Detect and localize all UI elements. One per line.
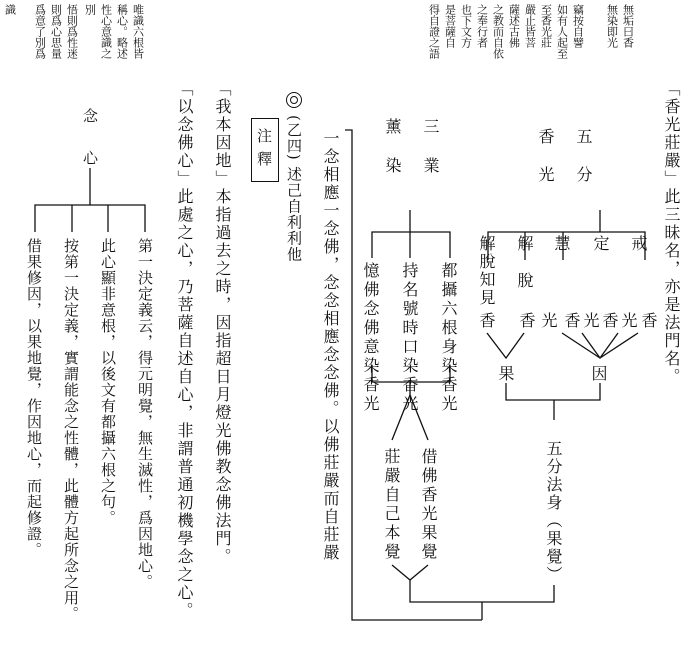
main-text-col1: 「香光莊嚴」此三昧名，亦是法門名。 (662, 80, 681, 386)
section-heading: (乙四) 述己自利利他 (285, 115, 303, 263)
footnote-6: 嚴止皆菩 (523, 4, 537, 48)
incense-jie: 戒 (629, 235, 648, 253)
light-2: 光 (619, 312, 638, 330)
footnote-9: 之奉行者 (475, 4, 489, 48)
diagram-title-xiang: 香 (536, 128, 555, 146)
xin-item-4: 借果修因，以果地覺，作因地心，而起修證。 (25, 238, 43, 558)
light-5: 香 (562, 312, 581, 330)
footnote-3: 竊按自譬 (571, 4, 585, 48)
karma-speech: 持名號時口染香光 (400, 262, 419, 414)
light-8: 香 (477, 312, 496, 330)
footnote-10: 也下文方 (459, 4, 473, 48)
section-marker-icon (286, 92, 302, 108)
footnote-1: 無垢曰香 (621, 4, 635, 48)
incense-jie2: 解 (515, 235, 534, 253)
incense-ding: 定 (591, 235, 610, 253)
xin-item-2: 此心顯非意根，以後文有都攝六根之句。 (99, 238, 117, 526)
adorn-self-text: 莊嚴自己本覺 (382, 448, 401, 562)
light-7: 香 (517, 312, 536, 330)
footnote-5: 至香光莊 (539, 4, 553, 48)
xin-item-1: 第一決定義云，得元明覺，無生滅性，爲因地心。 (136, 238, 154, 590)
footnote-20: 識 (3, 4, 17, 15)
diagram-title-xun: 薰 (383, 118, 402, 136)
borrow-fruit-text: 借佛香光果覺 (419, 448, 438, 562)
footnote-4: 如有人起至 (555, 4, 569, 59)
footnote-16: 別 (83, 4, 97, 15)
footnote-19: 爲意了別爲 (33, 4, 47, 59)
diagram-title-san: 三 (421, 118, 440, 136)
xin-item-3: 按第一決定義，實謂能念之性體，此體方起所念之用。 (62, 238, 80, 622)
yin-label: 因 (589, 365, 608, 383)
footnote-7: 薩述古佛 (507, 4, 521, 48)
footnote-2: 無染即光 (605, 4, 619, 48)
diagram-title-guang: 光 (536, 166, 555, 184)
diagram-title-wu: 五 (574, 128, 593, 146)
footnote-12: 得自證之語 (427, 4, 441, 59)
diagram-title-ran: 染 (383, 157, 402, 175)
diagram-title-fen: 分 (574, 166, 593, 184)
karma-body: 都攝六根身染香光 (439, 262, 458, 414)
footnote-17: 悟則爲性迷 (65, 4, 79, 59)
diagram-title-ye: 業 (421, 157, 440, 175)
incense-tuo: 脫 (515, 272, 534, 290)
footnote-11: 是菩薩自 (443, 4, 457, 48)
notes-label: 注釋 (255, 128, 273, 174)
five-part-dharma-body: 五分法身（果覺） (544, 440, 563, 584)
light-3: 香 (600, 312, 619, 330)
footnote-8: 之教而自依 (491, 4, 505, 59)
xin-xin: 心 (81, 150, 99, 166)
incense-jietuozhijian: 解脫知見 (477, 235, 496, 307)
note-2: 「以念佛心」此處之心，乃菩薩自述自心，非謂普通初機學念之心。 (175, 80, 194, 620)
incense-hui: 慧 (552, 235, 571, 253)
light-4: 光 (581, 312, 600, 330)
note-1: 「我本因地」本指過去之時，因指超日月燈光佛教念佛法門。 (213, 80, 232, 566)
light-6: 光 (539, 312, 558, 330)
footnote-15: 性心意識之 (99, 4, 113, 59)
karma-mind: 憶佛念佛意染香光 (361, 262, 380, 414)
guo-label: 果 (496, 365, 515, 383)
main-text-col2: 一念相應一念佛，念念相應念念佛。以佛莊嚴而自莊嚴 (321, 130, 340, 562)
footnote-14: 稱心。略述 (115, 4, 129, 59)
light-1: 香 (639, 312, 658, 330)
footnote-13: 唯識六根皆 (131, 4, 145, 59)
footnote-18: 則爲心思量 (49, 4, 63, 59)
xin-nian: 念 (81, 108, 99, 124)
